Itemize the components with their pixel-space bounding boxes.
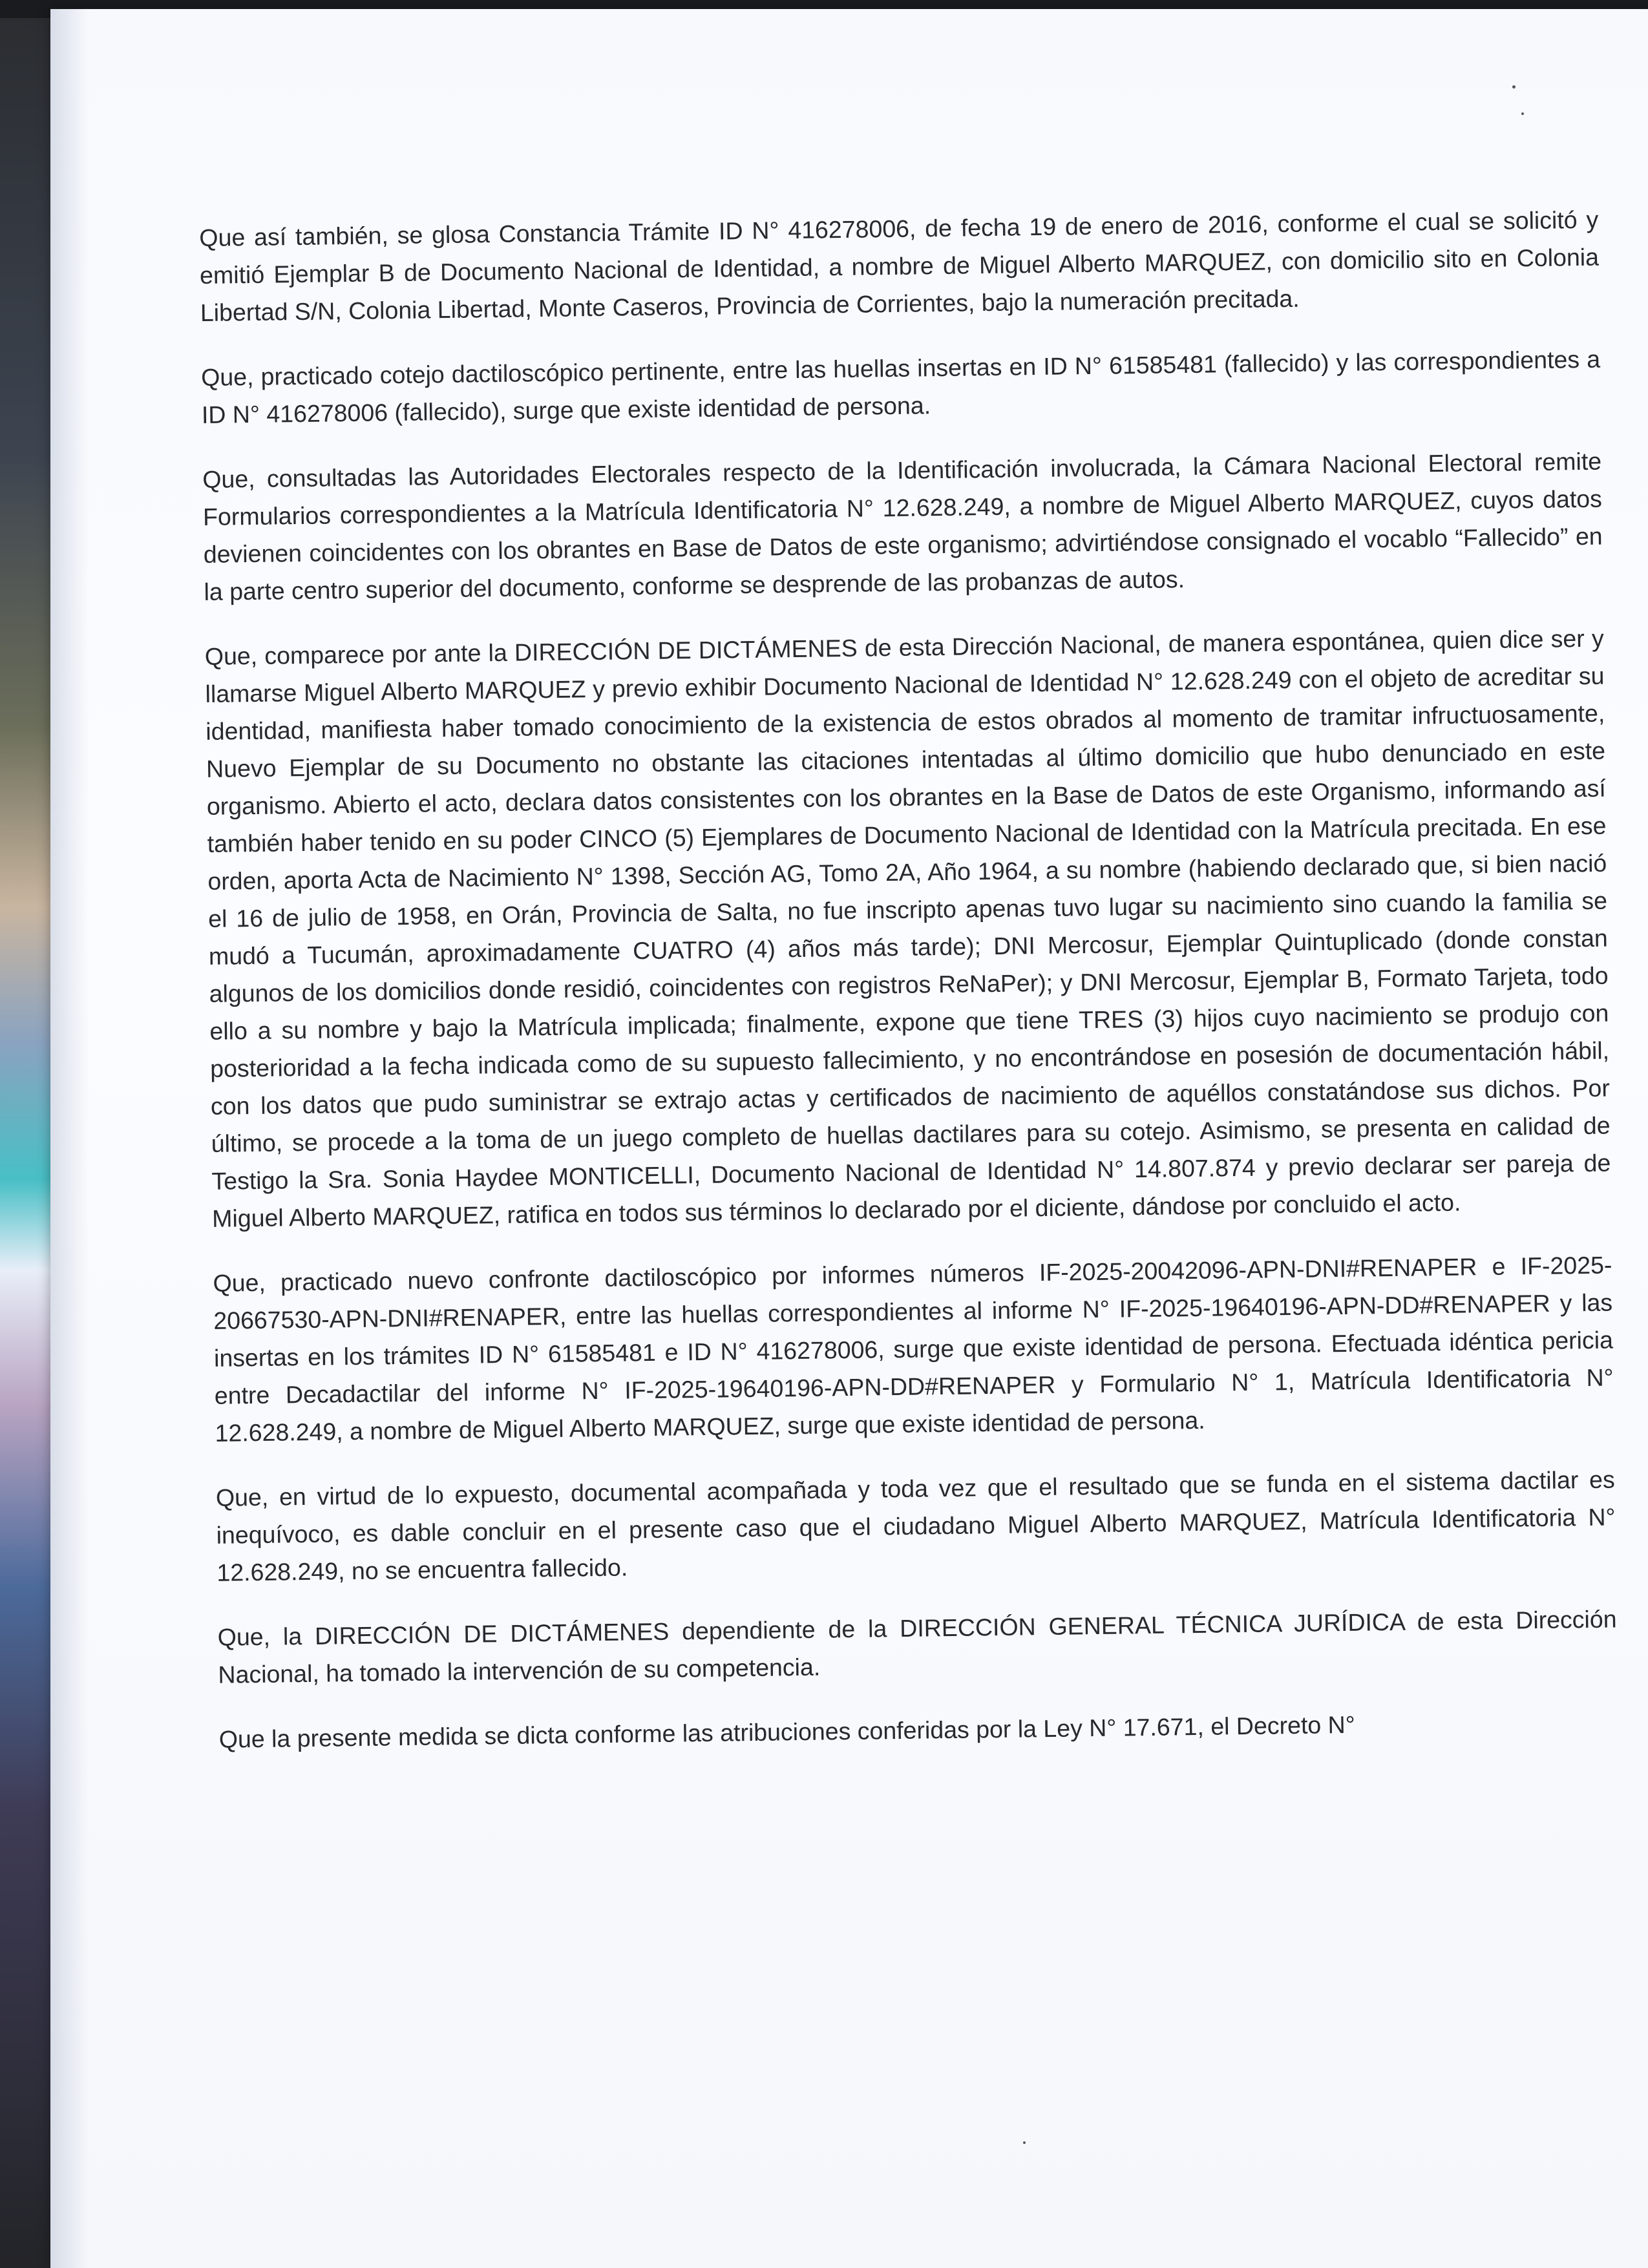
paragraph-comparecencia: Que, comparece por ante la DIRECCIÓN DE DICTÁMENES de esta Dirección Nacional, de manera espontánea, quien dice ser y llamarse Miguel Alberto MARQUEZ y previo exhibir Documento Nacional de Identidad N° 12.628.249 con el objeto de acreditar su identidad, manifiesta haber tomado conocimiento de la existencia de estos obrados al momento de tramitar infructuosamente, Nuevo Ejemplar de su Documento no obstante las citaciones intentadas al último domicilio que hubo denunciado en este organismo. Abierto el acto, declara datos consistentes con los obrantes en la Base de Datos de este Organismo, informando así también haber tenido en su poder CINCO (5) Ejemplares de Documento Nacional de Identidad con la Matrícula precitada. En ese orden, aporta Acta de Nacimiento N° 1398, Sección AG, Tomo 2A, Año 1964, a su nombre (habiendo declarado que, si bien nació el 16 de julio de 1958, en Orán, Provincia de Salta, no fue inscripto apenas tuvo lugar su nacimiento sino cuando la familia se mudó a Tucumán, aproximadamente CUATRO (4) años más tarde); DNI Mercosur, Ejemplar Quintuplicado (donde constan algunos de los domicilios donde residió, coincidentes con registros ReNaPer); y DNI Mercosur, Ejemplar B, Formato Tarjeta, todo ello a su nombre y bajo la Matrícula implicada; finalmente, expone que tiene TRES (3) hijos cuyo nacimiento se produjo con posterioridad a la fecha indicada como de su supuesto fallecimiento, y no encontrándose en posesión de documentación hábil, con los datos que pudo suministrar se extrajo actas y certificados de nacimiento de aquéllos constatándose sus dichos. Por último, se procede a la toma de un juego completo de huellas dactilares para su cotejo. Asimismo, se presenta en calidad de Testigo la Sra. Sonia Haydee MONTICELLI, Documento Nacional de Identidad N° 14.807.874 y previo declarar ser pareja de Miguel Alberto MARQUEZ, ratifica en todos sus términos lo declarado por el diciente, dándose por concluido el acto. (204, 624, 1611, 1232)
paragraph-conclusion: Que, en virtud de lo expuesto, documental acompañada y toda vez que el resultado que se funda en el sistema dactilar es inequívoco, es dable concluir en el presente caso que el ciudadano Miguel Alberto MARQUEZ, Matrícula Identificatoria N° 12.628.249, no se encuentra fallecido. (215, 1465, 1616, 1586)
scan-speck (1512, 85, 1516, 89)
page-edge-shadow (50, 9, 89, 2268)
paragraph-constancia-tramite: Que así también, se glosa Constancia Trámite ID N° 416278006, de fecha 19 de enero de 2016, conforme el cual se solicitó y emitió Ejemplar B de Documento Nacional de Identidad, a nombre de Miguel Alberto MARQUEZ, con domicilio sito en Colonia Libertad S/N, Colonia Libertad, Monte Caseros, Provincia de Corrientes, bajo la numeración precitada. (199, 205, 1600, 326)
document-page (50, 9, 1648, 2268)
scan-speck (1023, 2141, 1026, 2144)
paragraph-nuevo-confronte: Que, practicado nuevo confronte dactiloscópico por informes números IF-2025-20042096-APN-DNI#RENAPER e IF-2025-20667530-APN-DNI#RENAPER, entre las huellas correspondientes al informe N° IF-2025-19640196-APN-DD#RENAPER y las insertas en los trámites ID N° 61585481 e ID N° 416278006, surge que existe identidad de persona. Efectuada idéntica pericia entre Decadactilar del informe N° IF-2025-19640196-APN-DD#RENAPER y Formulario N° 1, Matrícula Identificatoria N° 12.628.249, a nombre de Miguel Alberto MARQUEZ, surge que existe identidad de persona. (213, 1251, 1614, 1447)
paragraph-autoridades-electorales: Que, consultadas las Autoridades Electorales respecto de la Identificación involucrada, la Cámara Nacional Electoral remite Formularios correspondientes a la Matrícula Identificatoria N° 12.628.249, a nombre de Miguel Alberto MARQUEZ, cuyos datos devienen coincidentes con los obrantes en Base de Datos de este organismo; advirtiéndose consignado el vocablo “Fallecido” en la parte centro superior del documento, conforme se desprende de las probanzas de autos. (202, 447, 1603, 605)
paragraph-cotejo-dactiloscopico: Que, practicado cotejo dactiloscópico pertinente, entre las huellas insertas en ID N° 61585481 (fallecido) y las correspondientes a ID N° 416278006 (fallecido), surge que existe identidad de persona. (200, 345, 1601, 428)
scan-speck (1521, 112, 1524, 115)
paragraph-intervencion: Que, la DIRECCIÓN DE DICTÁMENES dependiente de la DIRECCIÓN GENERAL TÉCNICA JURÍDICA de esta Dirección Nacional, ha tomado la intervención de su competencia. (217, 1605, 1617, 1688)
paragraph-atribuciones: Que la presente medida se dicta conforme las atribuciones conferidas por la Ley N° 17.671, el Decreto N° (218, 1710, 1355, 1753)
document-body (199, 201, 1619, 1785)
